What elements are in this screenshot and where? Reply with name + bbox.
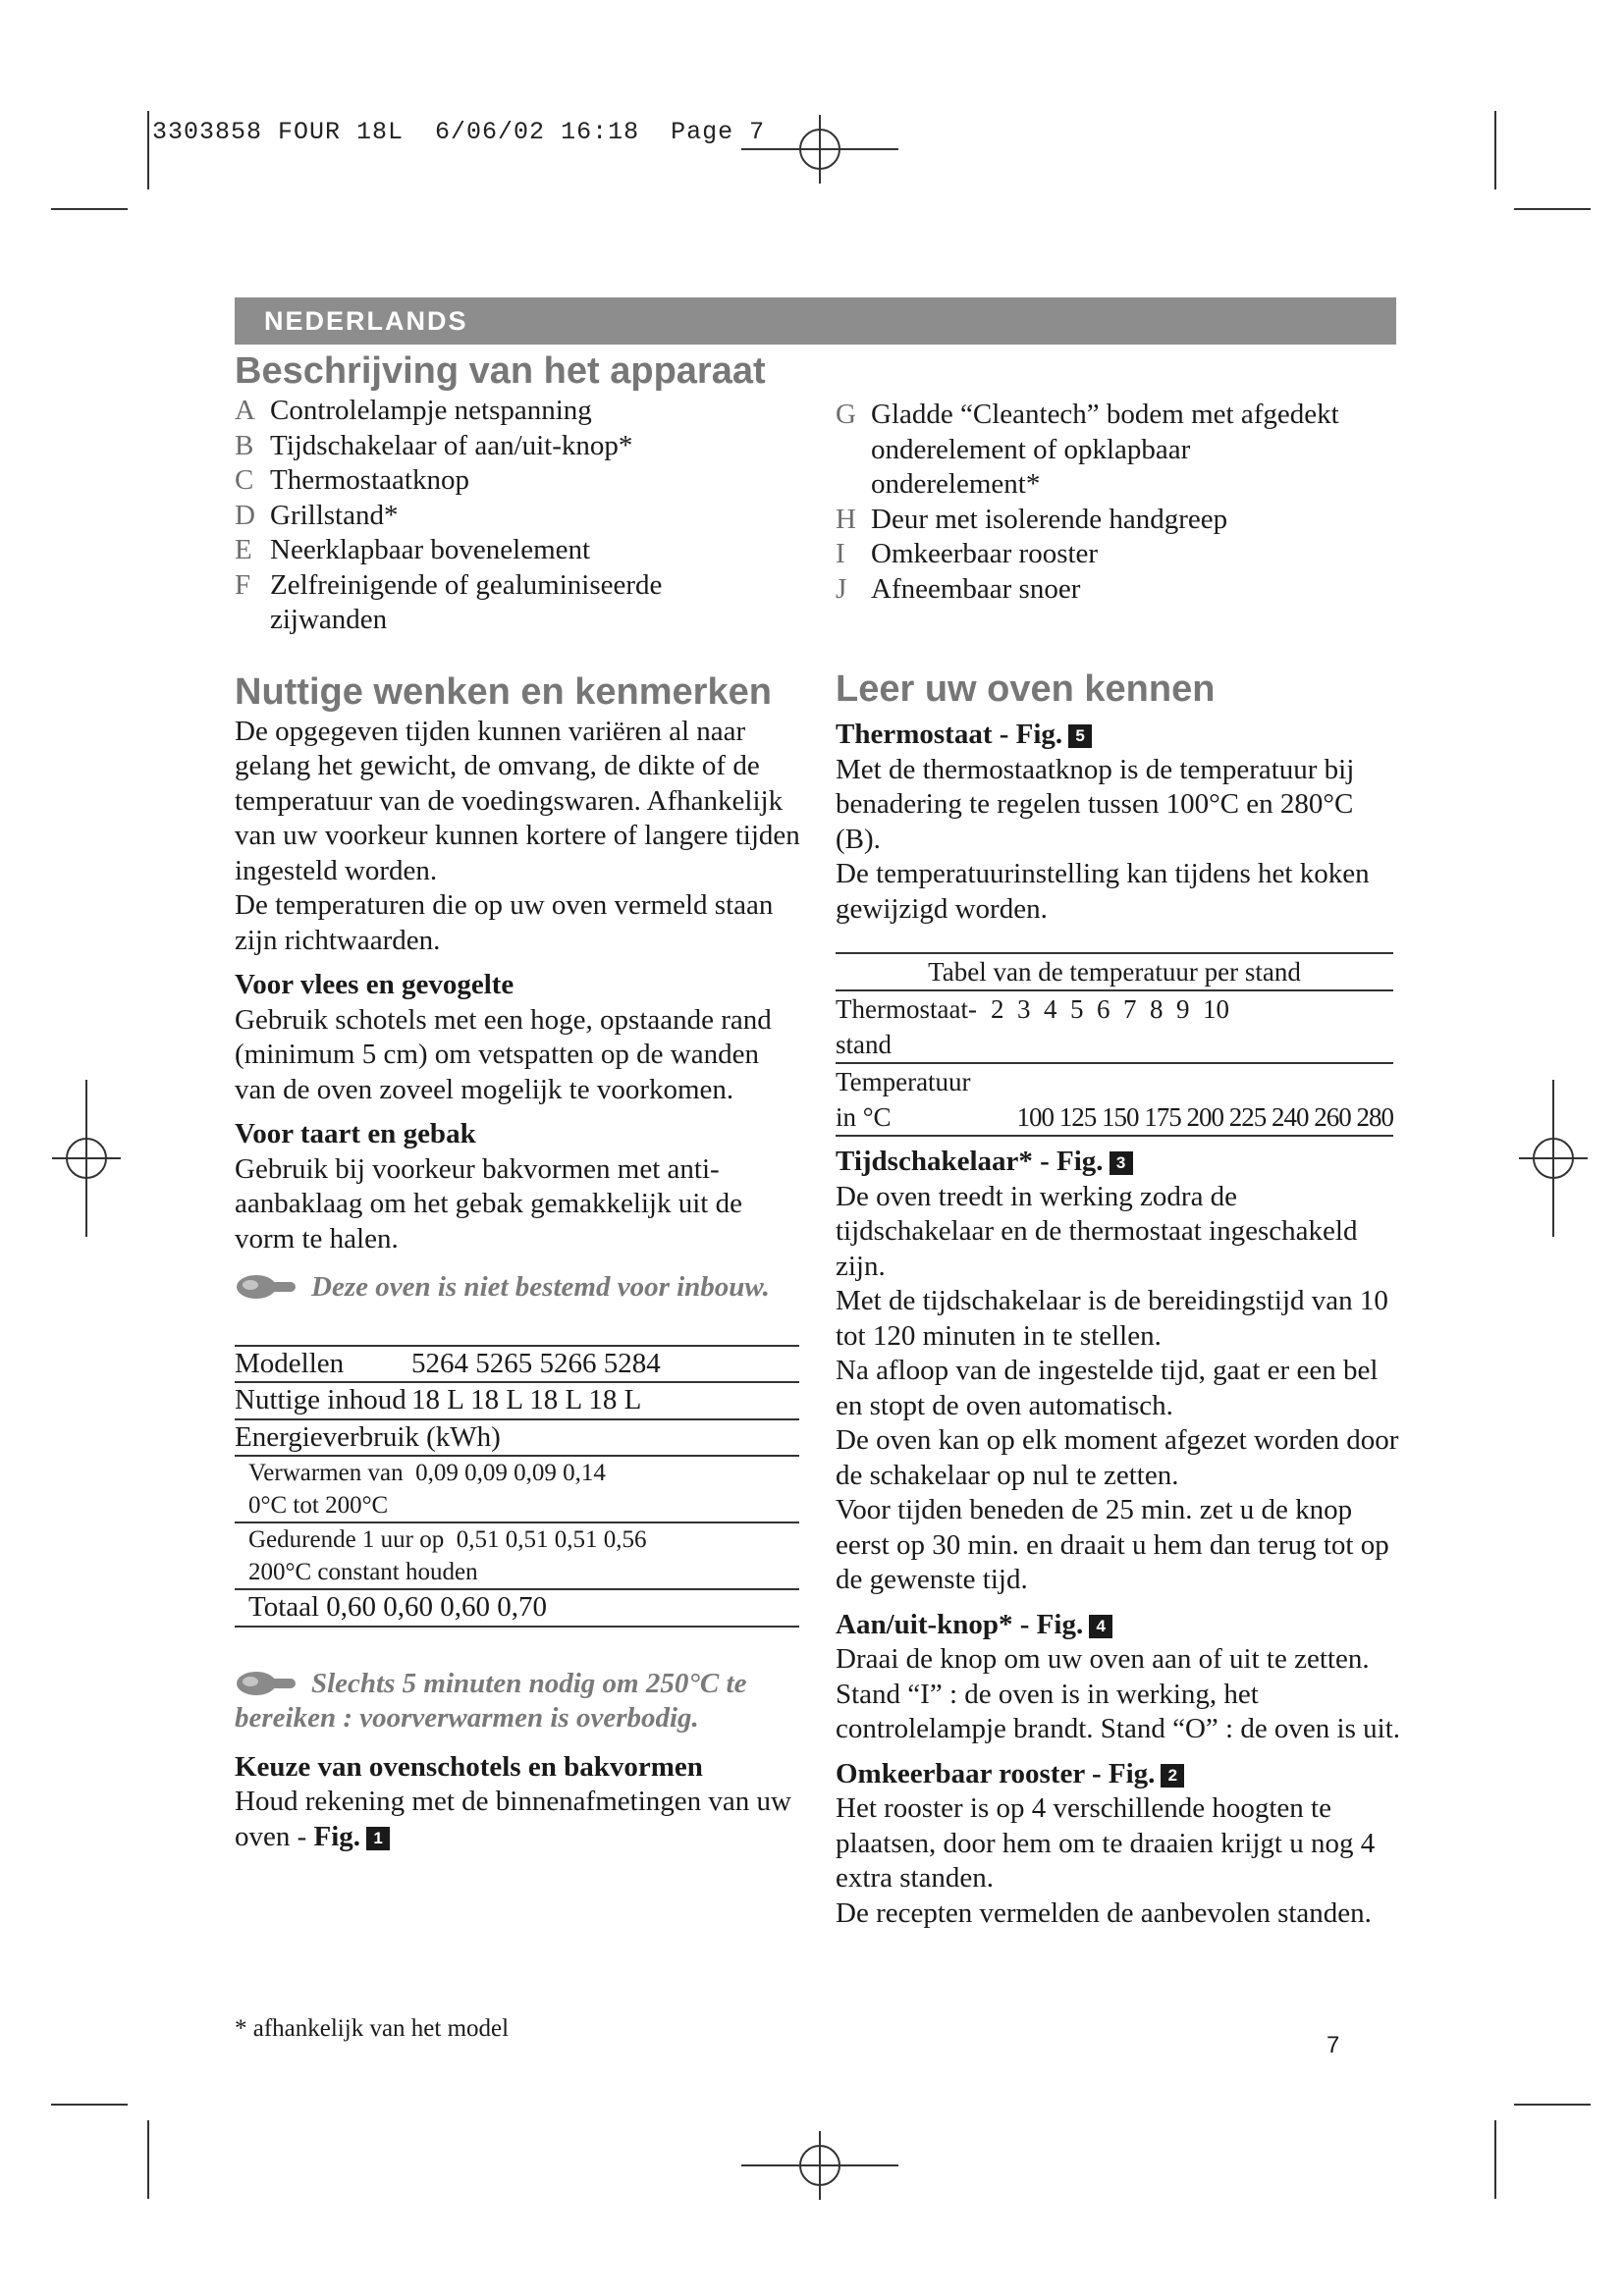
part-text: Gladde “Cleantech” bodem met afgedekt onderelement of opklapbaar onderelement* — [871, 399, 1339, 500]
note-built-in — [235, 1270, 804, 1306]
crop-mark — [1514, 2104, 1591, 2106]
language-label: NEDERLANDS — [264, 306, 468, 336]
timer-text-3: Na afloop van de ingestelde tijd, gaat er een bel en stopt de oven automatisch. — [836, 1355, 1379, 1421]
crop-mark — [147, 2120, 149, 2199]
figure-badge: 5 — [1068, 724, 1092, 748]
registration-mark-top — [741, 110, 898, 188]
registration-mark-left — [47, 1080, 126, 1237]
row-label: Temperatuur — [836, 1067, 971, 1096]
timer-title: Tijdschakelaar* - Fig. 3 — [836, 1145, 1400, 1180]
spec-label: 0°C tot 200°C — [248, 1492, 389, 1519]
temperature-row-celsius — [836, 1062, 1393, 1137]
temperature-row-settings — [836, 989, 1393, 1062]
part-text: Zelfreinigende of gealuminiseerde zijwanden — [270, 568, 663, 635]
figure-badge: 3 — [1110, 1151, 1133, 1175]
crop-mark — [1494, 111, 1496, 189]
language-band — [235, 297, 1396, 345]
dish-text: Houd rekening met de binnenafmetingen van uw oven - Fig. 1 — [235, 1786, 791, 1852]
part-letter: A — [235, 395, 255, 426]
crop-mark — [1494, 2120, 1496, 2199]
cake-text: Gebruik bij voorkeur bakvormen met anti-aanbaklaag om het gebak gemakkelijk uit de vorm te halen. — [235, 1152, 742, 1255]
spec-row-heating — [235, 1456, 799, 1522]
timer-text-4: De oven kan op elk moment afgezet worden door de schakelaar op nul te zetten. — [836, 1424, 1399, 1491]
know-title: Leer uw oven kennen — [836, 668, 1216, 710]
onoff-title: Aan/uit-knop* - Fig. 4 — [836, 1608, 1400, 1643]
row-label: in °C — [836, 1102, 892, 1132]
thermostat-text-2: De temperatuurinstelling kan tijdens het koken gewijzigd worden. — [836, 858, 1370, 925]
crop-mark — [51, 208, 128, 210]
timer-text-5: Voor tijden beneden de 25 min. zet u de knop eerst op 30 min. en draait u hem dan terug tot op de gewenste tijd. — [836, 1494, 1389, 1595]
part-item-i — [836, 537, 1346, 572]
part-letter: G — [836, 399, 856, 430]
row-label: Thermostaat- — [836, 994, 977, 1024]
thermostat-text-1: Met de thermostaatknop is de temperatuur bij benadering te regelen tussen 100°C en 280°C (B). — [836, 753, 1355, 855]
rack-title: Omkeerbaar rooster - Fig. 2 — [836, 1757, 1400, 1792]
hand-pointer-icon — [235, 1670, 298, 1697]
spec-row-keep — [235, 1522, 799, 1589]
tips-intro-2: De temperaturen die op uw oven vermeld staan zijn richtwaarden. — [235, 889, 774, 956]
part-item-b — [235, 429, 804, 464]
part-text: Deur met isolerende handgreep — [871, 503, 1228, 535]
part-item-g — [836, 398, 1346, 503]
timer-text-2: Met de tijdschakelaar is de bereidingstijd van 10 tot 120 minuten in te stellen. — [836, 1285, 1388, 1352]
spec-table — [235, 1345, 799, 1628]
spec-values: 5264 5265 5266 5284 — [411, 1347, 661, 1379]
spec-label: Gedurende 1 uur op — [248, 1526, 445, 1553]
fig-ref: Fig. — [313, 1820, 361, 1852]
part-text: Tijdschakelaar of aan/uit-knop* — [270, 429, 633, 461]
crop-mark — [1514, 208, 1591, 210]
part-letter: H — [836, 503, 856, 535]
thermostat-title: Thermostaat - Fig. 5 — [836, 718, 1400, 753]
tips-intro-1: De opgegeven tijden kunnen variëren al naar gelang het gewicht, de omvang, de dikte of de temperatuur van de voedingswaren. Afhankelijk van uw voorkeur kunnen kortere of langere tijden ingesteld worden. — [235, 715, 800, 886]
part-letter: B — [235, 429, 254, 461]
temperature-table-caption: Tabel van de temperatuur per stand — [836, 952, 1393, 989]
part-letter: I — [836, 538, 845, 569]
part-item-c — [235, 463, 804, 499]
registration-mark-right — [1514, 1080, 1593, 1237]
crop-mark — [51, 2104, 128, 2106]
part-letter: F — [235, 568, 251, 601]
part-text: Controlelampje netspanning — [270, 395, 592, 426]
spec-label: Totaal — [248, 1591, 320, 1623]
spec-row-total — [235, 1589, 799, 1627]
part-text: Grillstand* — [270, 499, 399, 531]
spec-values: 0,60 0,60 0,60 0,70 — [326, 1591, 548, 1623]
spec-label: 200°C constant houden — [248, 1559, 478, 1585]
figure-badge: 1 — [366, 1827, 390, 1850]
left-column — [235, 348, 804, 1854]
part-item-a — [235, 394, 804, 429]
row-values: 2 3 4 5 6 7 8 9 10 — [991, 994, 1229, 1024]
spec-label: Modellen — [235, 1347, 345, 1379]
meat-title: Voor vlees en gevogelte — [235, 969, 514, 1000]
cake-title: Voor taart en gebak — [235, 1118, 476, 1149]
note-preheat-text: Slechts 5 minuten nodig om 250°C te bereiken : voorverwarmen is overbodig. — [235, 1667, 747, 1734]
hand-pointer-icon — [235, 1273, 298, 1301]
registration-mark-bottom — [741, 2126, 898, 2205]
figure-badge: 4 — [1089, 1615, 1112, 1638]
print-slug: 3303858 FOUR 18L 6/06/02 16:18 Page 7 — [152, 118, 766, 146]
timer-text-1: De oven treedt in werking zodra de tijdschakelaar en de thermostaat ingeschakeld zijn. — [836, 1180, 1358, 1282]
rack-text-1: Het rooster is op 4 verschillende hoogten te plaatsen, door hem om te draaien krijgt u nog 4 extra standen. — [836, 1792, 1376, 1894]
spec-row-energy — [235, 1419, 799, 1457]
description-title: Beschrijving van het apparaat — [235, 350, 766, 392]
part-letter: E — [235, 534, 252, 565]
part-item-j — [836, 572, 1346, 608]
footnote: * afhankelijk van het model — [235, 2015, 510, 2042]
part-item-d — [235, 499, 804, 534]
part-item-f — [235, 568, 731, 638]
meat-text: Gebruik schotels met een hoge, opstaande rand (minimum 5 cm) om vetspatten op de wanden van de oven zoveel mogelijk te voorkomen. — [235, 1003, 772, 1105]
spec-row-models — [235, 1346, 799, 1383]
spec-values: 0,09 0,09 0,09 0,14 — [415, 1460, 606, 1486]
part-item-h — [836, 503, 1346, 538]
part-text: Afneembaar snoer — [871, 572, 1081, 605]
onoff-text: Draai de knop om uw oven aan of uit te zetten. Stand “I” : de oven is in werking, het controlelampje brandt. Stand “O” : de oven is uit. — [836, 1643, 1401, 1744]
row-label: stand — [836, 1030, 892, 1059]
part-text: Thermostaatknop — [270, 464, 469, 496]
part-letter: C — [235, 464, 254, 496]
spec-label: Nuttige inhoud — [235, 1384, 406, 1415]
spec-label: Verwarmen van — [248, 1460, 404, 1486]
part-letter: J — [836, 572, 847, 605]
tips-title: Nuttige wenken en kenmerken — [235, 670, 772, 713]
row-values: 100 125 150 175 200 225 240 260 280 — [1016, 1102, 1393, 1132]
temperature-table — [836, 952, 1393, 1137]
spec-values: 18 L 18 L 18 L 18 L — [411, 1384, 642, 1415]
spec-values: 0,51 0,51 0,51 0,56 — [456, 1526, 647, 1553]
rack-text-2: De recepten vermelden de aanbevolen standen. — [836, 1896, 1372, 1929]
note-preheat — [235, 1667, 804, 1736]
figure-badge: 2 — [1161, 1764, 1184, 1788]
crop-mark — [147, 111, 149, 189]
part-item-e — [235, 533, 804, 568]
dish-title: Keuze van ovenschotels en bakvormen — [235, 1750, 703, 1783]
right-column — [836, 667, 1400, 1931]
spec-row-capacity — [235, 1382, 799, 1419]
page-number: 7 — [1326, 2032, 1340, 2058]
right-parts-list — [836, 398, 1346, 607]
part-letter: D — [235, 499, 255, 531]
part-text: Omkeerbaar rooster — [871, 538, 1099, 569]
spec-label: Energieverbruik (kWh) — [235, 1420, 501, 1453]
part-text: Neerklapbaar bovenelement — [270, 534, 591, 565]
note-built-in-text: Deze oven is niet bestemd voor inbouw. — [311, 1271, 770, 1303]
